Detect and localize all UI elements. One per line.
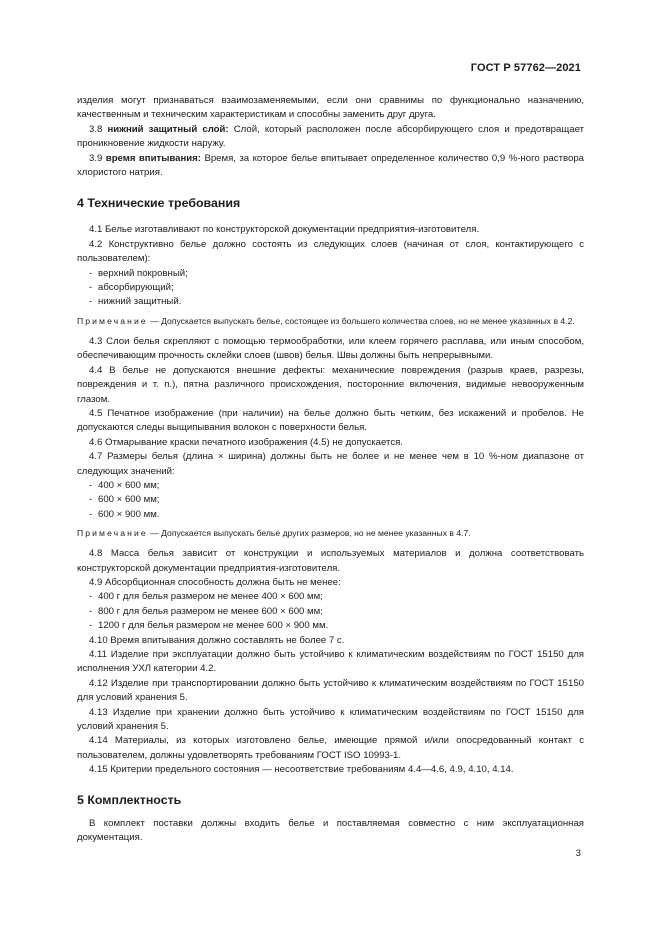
document-body	[77, 94, 584, 845]
list-item: - 600 × 600 мм;	[89, 494, 160, 506]
clause-4-13: 4.13 Изделие при хранении должно быть устойчиво к климатическим воздействиям по ГОСТ 15150 для условий хранения 5.	[77, 706, 584, 733]
list-item: - 1200 г для белья размером не менее 600 × 900 мм.	[89, 620, 329, 632]
clause-4-14: 4.14 Материалы, из которых изготовлено белье, имеющие прямой и/или опосредованный контакт с пользователем, должны удовлетворять требованиям ГОСТ ISO 10993-1.	[77, 735, 584, 761]
clause-4-9: 4.9 Абсорбционная способность должна быть не менее:	[89, 576, 341, 588]
note-label: Примечание	[77, 315, 148, 326]
list-item: - нижний защитный.	[89, 296, 182, 308]
term-3-8	[77, 123, 584, 152]
clause-4-10: 4.10 Время впитывания должно составлять не более 7 с.	[89, 634, 345, 646]
list-item: - 600 × 900 мм.	[89, 508, 160, 520]
term-number: 3.9	[89, 152, 103, 164]
sizes-list	[77, 479, 584, 522]
clause-4-12: 4.12 Изделие при транспортировании должно быть устойчиво к климатическим воздействиям по ГОСТ 15150 для условий хранения 5.	[77, 677, 584, 704]
clause-4-11: 4.11 Изделие при эксплуатации должно быть устойчиво к климатическим воздействиям по ГОСТ 15150 для исполнения УХЛ категории 4.2.	[77, 649, 584, 675]
layers-list	[77, 267, 584, 310]
note-2	[77, 527, 584, 540]
clause-4-7: 4.7 Размеры белья (длина × ширина) должны быть не более и не менее чем в 10 %-ном диапазоне от следующих значений:	[77, 451, 584, 477]
list-item: - 800 г для белья размером не менее 600 × 600 мм;	[89, 605, 323, 617]
page-number: 3	[575, 848, 581, 859]
list-item: - 400 × 600 мм;	[89, 479, 160, 491]
note-label: Примечание	[77, 528, 148, 539]
list-item: - 400 г для белья размером не менее 400 × 600 мм;	[89, 591, 323, 603]
term-name: время впитывания:	[105, 152, 201, 164]
note-text: — Допускается выпускать белье, состоящее из большего количества слоев, но не менее указанных в 4.2.	[150, 315, 575, 326]
term-number: 3.8	[89, 123, 103, 135]
term-3-9	[77, 152, 584, 181]
clause-4-2: 4.2 Конструктивно белье должно состоять из следующих слоев (начиная от слоя, контактирующего с пользователем):	[77, 238, 584, 265]
clause-4-15: 4.15 Критерии предельного состояния — несоответствие требованиям 4.4—4.6, 4.9, 4.10, 4.14.	[89, 764, 514, 776]
clause-4-6: 4.6 Отмарывание краски печатного изображения (4.5) не допускается.	[89, 436, 403, 448]
clause-4-8: 4.8 Масса белья зависит от конструкции и используемых материалов и должна соответствовать конструкторской документации предприятия-изготовителя.	[77, 548, 584, 574]
clause-4-3: 4.3 Слои белья скрепляют с помощью термообработки, или клеем горячего расплава, или иным способом, обеспечивающим прочность склейки слоев (швов) белья. Швы должны быть непрерывными.	[77, 335, 584, 362]
clause-5-1: В комплект поставки должны входить белье и поставляемая совместно с ним эксплуатационная документация.	[77, 817, 584, 844]
list-item: - абсорбирующий;	[89, 282, 174, 294]
list-item: - верхний покровный;	[89, 267, 188, 279]
note-text: — Допускается выпускать белье других размеров, но не менее указанных в 4.7.	[150, 528, 471, 539]
standard-code: ГОСТ Р 57762—2021	[470, 62, 581, 74]
paragraph-continuation: изделия могут признаваться взаимозаменяемыми, если они сравнимы по функционально назначению, качественным и техническим характеристикам и способны заменить друг друга.	[77, 95, 584, 121]
term-definition: Слой, который расположен после абсорбирующего слоя и предотвращает проникновение жидкости наружу.	[77, 123, 584, 150]
term-name: нижний защитный слой:	[107, 123, 229, 135]
note-1	[77, 315, 584, 328]
clause-4-4: 4.4 В белье не допускаются внешние дефекты: механические повреждения (разрыв краев, разрезы, повреждения и т. п.), пятна различного происхождения, посторонние включения, видимые невооруженным глазом.	[77, 364, 584, 405]
absorption-list	[77, 590, 584, 633]
term-definition: Время, за которое белье впитывает определенное количество 0,9 %-ного раствора хлористого натрия.	[77, 152, 584, 179]
section-4-heading: 4 Технические требования	[77, 196, 241, 211]
section-5-heading: 5 Комплектность	[77, 792, 182, 807]
clause-4-1: 4.1 Белье изготавливают по конструкторской документации предприятия-изготовителя.	[89, 224, 480, 236]
clause-4-5: 4.5 Печатное изображение (при наличии) на белье должно быть четким, без искажений и пробелов. Не допускаются следы выщипывания волокон с поверхности белья.	[77, 407, 584, 434]
